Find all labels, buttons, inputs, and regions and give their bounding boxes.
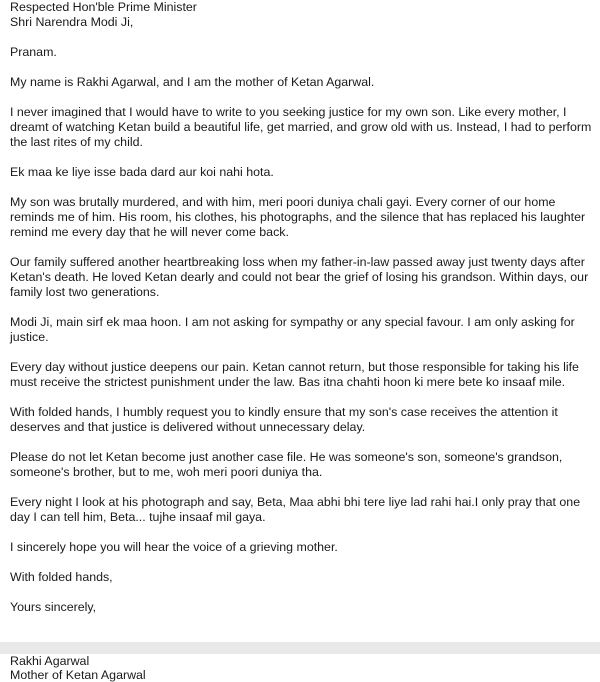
paragraph-ek-maa: Ek maa ke liye isse bada dard aur koi nahi hota. [10, 165, 274, 179]
closing-folded-hands: With folded hands, [10, 570, 113, 584]
salutation-line-2: Shri Narendra Modi Ji, [10, 15, 134, 29]
paragraph-murdered: My son was brutally murdered, and with him, meri poori duniya chali gayi. Every corner of our home reminds me of him. His room, his clothes, his photographs, and the silence that has replaced his laughter remind me every day that he will never come back. [10, 195, 586, 239]
paragraph-sincerely-hope: I sincerely hope you will hear the voice of a grieving mother. [10, 540, 338, 554]
paragraph-case-file: Please do not let Ketan become just another case file. He was someone's son, someone's grandson, someone's brother, but to me, woh meri poori duniya tha. [10, 450, 563, 479]
paragraph-every-night: Every night I look at his photograph and say, Beta, Maa abhi bhi tere liye lad rahi hai.I only pray that one day I can tell him, Beta... tujhe insaaf mil gaya. [10, 495, 581, 524]
signature-block [10, 654, 594, 682]
paragraph-intro: My name is Rakhi Agarwal, and I am the mother of Ketan Agarwal. [10, 75, 375, 89]
signature-name: Rakhi Agarwal [10, 654, 90, 668]
paragraph-modi-ji: Modi Ji, main sirf ek maa hoon. I am not asking for sympathy or any special favour. I am only asking for justice. [10, 315, 575, 344]
letter-body [10, 0, 594, 615]
paragraph-family-loss: Our family suffered another heartbreaking loss when my father-in-law passed away just twenty days after Ketan's death. He loved Ketan dearly and could not bear the grief of losing his grandson. Within days, our family lost two generations. [10, 255, 589, 299]
paragraph-never-imagined: I never imagined that I would have to write to you seeking justice for my own son. Like every mother, I dreamt of watching Ketan build a beautiful life, get married, and grow old with us. Instead, I had to perform the last rites of my child. [10, 105, 592, 149]
signature-title: Mother of Ketan Agarwal [10, 668, 146, 682]
closing-yours-sincerely: Yours sincerely, [10, 600, 97, 614]
page-divider [0, 642, 600, 654]
salutation-line-1: Respected Hon'ble Prime Minister [10, 0, 197, 14]
paragraph-request: With folded hands, I humbly request you to kindly ensure that my son's case receives the attention it deserves and that justice is delivered without unnecessary delay. [10, 405, 558, 434]
greeting: Pranam. [10, 45, 57, 59]
paragraph-every-day: Every day without justice deepens our pain. Ketan cannot return, but those responsible for taking his life must receive the strictest punishment under the law. Bas itna chahti hoon ki mere bete ko insaaf mile. [10, 360, 579, 389]
